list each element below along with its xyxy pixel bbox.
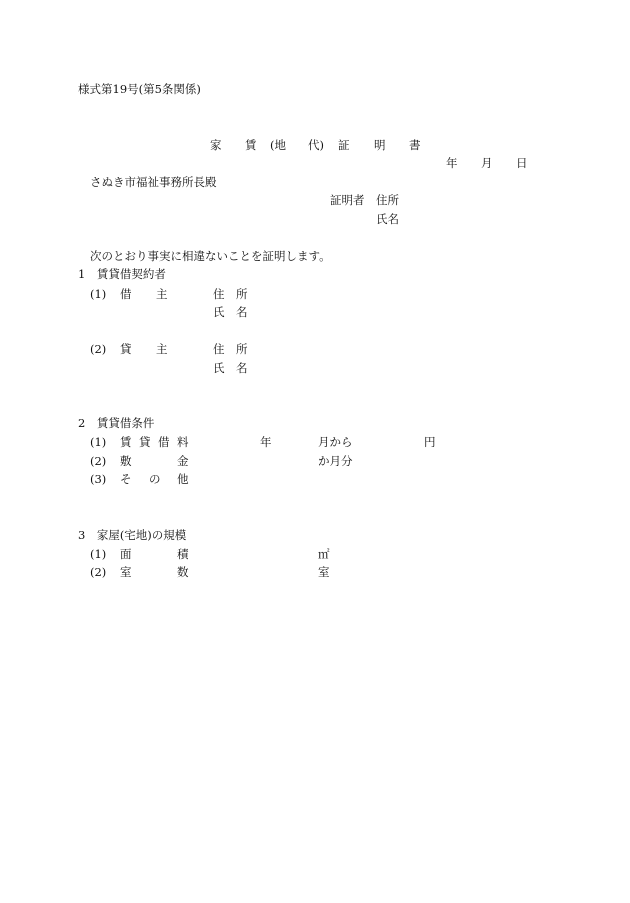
other-label-3: 他 <box>177 472 189 486</box>
lender-number: (2) <box>90 342 107 356</box>
rent-number: (1) <box>90 435 107 449</box>
intro-text: 次のとおり事実に相違ないことを証明します。 <box>90 249 331 263</box>
borrower-address-2: 所 <box>236 287 248 301</box>
rooms-number: (2) <box>90 565 107 579</box>
section3-heading: 3 家屋(宅地)の規模 <box>78 528 187 542</box>
rooms-unit: 室 <box>318 565 330 579</box>
title-char: 書 <box>409 138 421 152</box>
area-number: (1) <box>90 547 107 561</box>
borrower-name-1: 氏 <box>213 305 225 319</box>
rent-label-3: 借 <box>158 435 170 449</box>
rent-from-month: 月から <box>318 435 353 449</box>
document-title <box>0 138 630 152</box>
deposit-label-1: 敷 <box>120 454 132 468</box>
rooms-label-2: 数 <box>177 565 189 579</box>
other-label-1: そ <box>120 472 132 486</box>
deposit-label-2: 金 <box>177 454 189 468</box>
title-char: 明 <box>374 138 386 152</box>
borrower-number: (1) <box>90 287 107 301</box>
title-char: (地 <box>270 138 286 152</box>
lender-label-1: 貸 <box>120 342 132 356</box>
area-label-1: 面 <box>120 547 132 561</box>
rent-label-4: 料 <box>177 435 189 449</box>
rent-label-2: 貸 <box>139 435 151 449</box>
borrower-address-1: 住 <box>213 287 225 301</box>
date-day: 日 <box>516 156 528 170</box>
section1-heading: 1 賃貸借契約者 <box>78 267 166 281</box>
rent-year: 年 <box>260 435 272 449</box>
lender-address-2: 所 <box>236 342 248 356</box>
deposit-months: か月分 <box>318 454 353 468</box>
rent-label-1: 賃 <box>120 435 132 449</box>
other-label-2: の <box>149 472 161 486</box>
borrower-label-1: 借 <box>120 287 132 301</box>
area-label-2: 積 <box>177 547 189 561</box>
form-number: 様式第19号(第5条関係) <box>78 82 201 96</box>
other-number: (3) <box>90 472 107 486</box>
date-year: 年 <box>446 156 458 170</box>
area-unit: ㎡ <box>318 547 330 561</box>
certifier-address-label: 住所 <box>376 193 399 207</box>
certifier-name-label: 氏名 <box>376 212 399 226</box>
addressee: さぬき市福祉事務所長殿 <box>90 175 217 189</box>
title-char: 家 <box>210 138 222 152</box>
section2-heading: 2 賃貸借条件 <box>78 416 155 430</box>
lender-label-2: 主 <box>156 342 168 356</box>
deposit-number: (2) <box>90 454 107 468</box>
title-char: 証 <box>338 138 350 152</box>
lender-address-1: 住 <box>213 342 225 356</box>
lender-name-1: 氏 <box>213 361 225 375</box>
rooms-label-1: 室 <box>120 565 132 579</box>
borrower-name-2: 名 <box>236 305 248 319</box>
certifier-label: 証明者 <box>330 193 365 207</box>
title-char: 代) <box>308 138 324 152</box>
lender-name-2: 名 <box>236 361 248 375</box>
date-month: 月 <box>481 156 493 170</box>
title-char: 賃 <box>245 138 257 152</box>
borrower-label-2: 主 <box>156 287 168 301</box>
rent-yen: 円 <box>424 435 436 449</box>
